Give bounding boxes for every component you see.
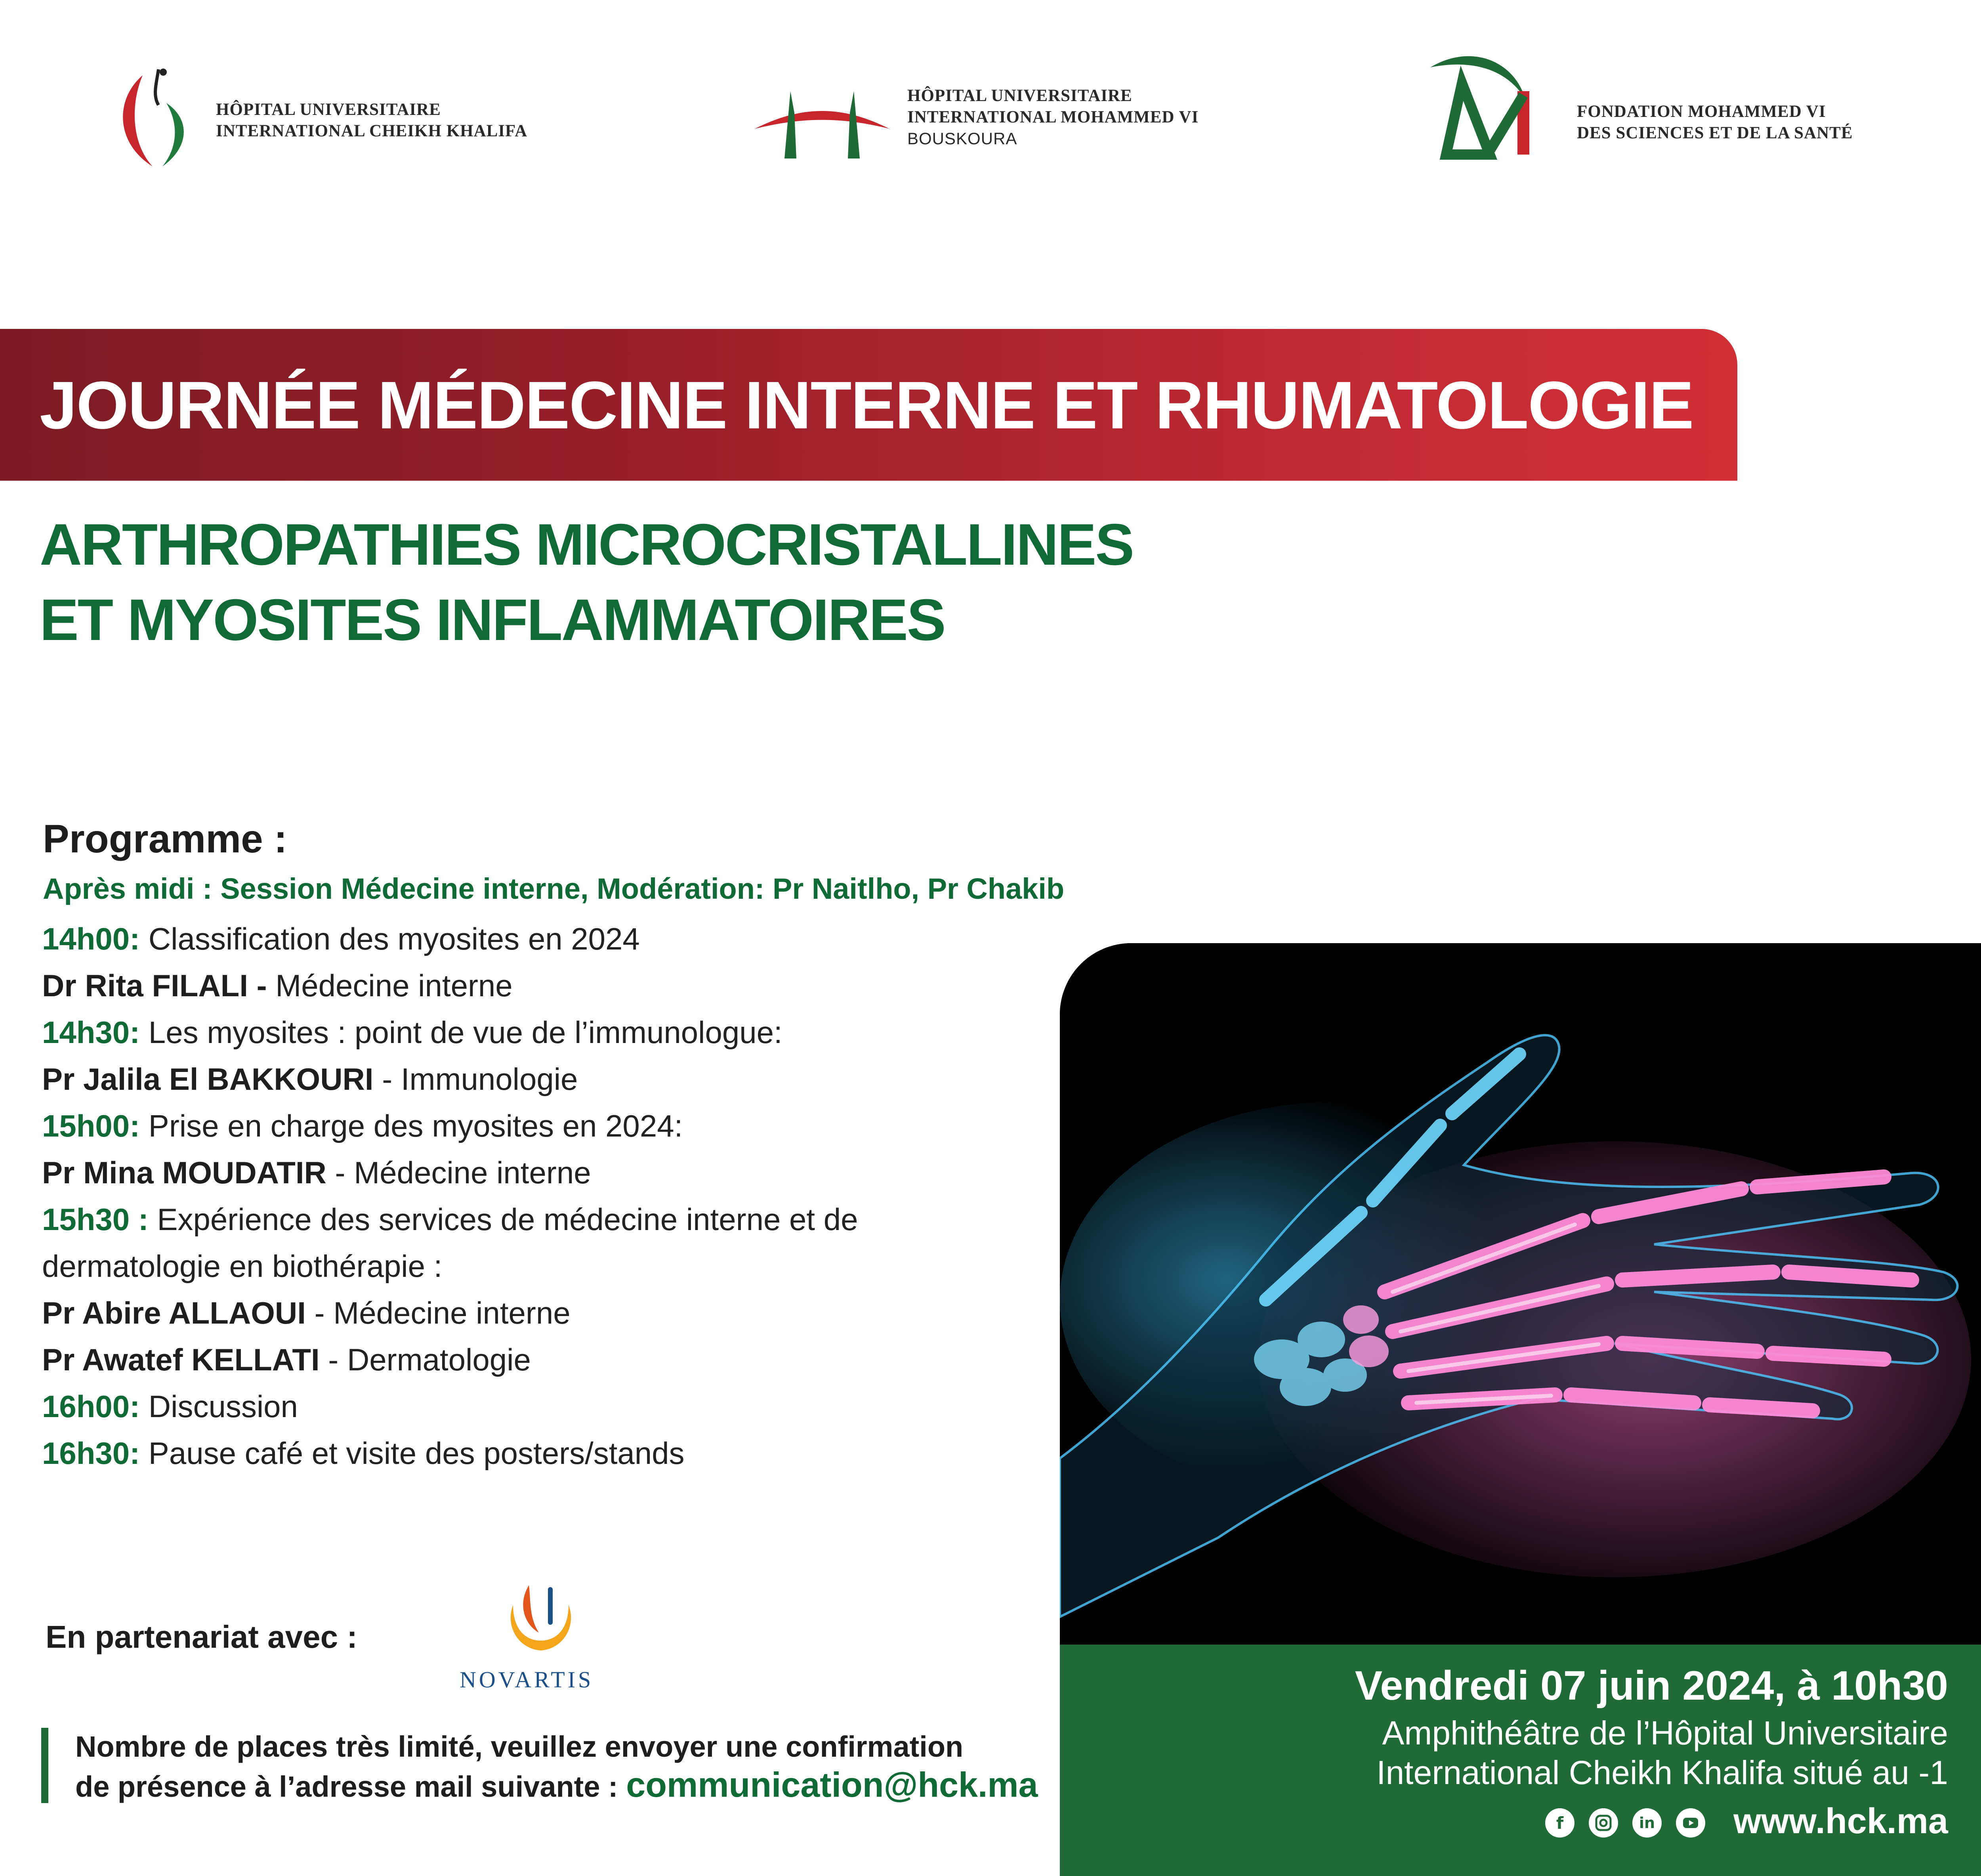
item-time: 15h30 : [42, 1202, 149, 1237]
hum6-line1: HÔPITAL UNIVERSITAIRE [907, 86, 1132, 105]
event-title: JOURNÉE MÉDECINE INTERNE ET RHUMATOLOGIE [40, 368, 1693, 443]
item-time: 16h30: [42, 1436, 140, 1471]
fm6-line2: DES SCIENCES ET DE LA SANTÉ [1577, 124, 1853, 142]
programme-item [42, 1430, 1032, 1477]
partner-label: En partenariat avec : [46, 1619, 357, 1654]
fm6-logo-text [1577, 101, 1853, 144]
website-link[interactable]: www.hck.ma [1733, 1801, 1948, 1841]
hum6-logo-text [907, 85, 1199, 149]
youtube-glyph [1682, 1814, 1699, 1832]
subtitle-line1: ARTHROPATHIES MICROCRISTALLINES [40, 512, 1134, 577]
xray-hand-illustration [1060, 943, 1981, 1645]
programme-item [42, 1383, 1032, 1430]
item-text: Classification des myosites en 2024 [140, 921, 640, 956]
novartis-logo-mark [501, 1581, 580, 1660]
speaker-role: - Médecine interne [305, 1295, 571, 1330]
programme-speaker [42, 1056, 1032, 1102]
registration-notice [75, 1728, 1038, 1806]
notice-accent-bar [41, 1728, 48, 1803]
subtitle-line2: ET MYOSITES INFLAMMATOIRES [40, 587, 945, 653]
speaker-role: - Médecine interne [326, 1155, 591, 1190]
speaker-name: Pr Abire ALLAOUI [42, 1295, 306, 1330]
session-title: Après midi : Session Médecine interne, Modération: Pr Naitlho, Pr Chakib [43, 872, 1065, 905]
programme-item-continued [42, 1243, 1032, 1290]
hum6-line3: BOUSKOURA [907, 129, 1017, 148]
item-time: 16h00: [42, 1389, 140, 1424]
hum6-logo-mark [755, 89, 889, 160]
speaker-name: Dr Rita FILALI - [42, 968, 267, 1003]
notice-line2 [75, 1766, 1038, 1806]
programme-list [42, 915, 1032, 1477]
item-text: Pause café et visite des posters/stands [140, 1436, 685, 1471]
hcik-line1: HÔPITAL UNIVERSITAIRE [216, 100, 441, 119]
notice-line1: Nombre de places très limité, veuillez envoyer une confirmation [75, 1730, 964, 1763]
programme-item [42, 915, 1032, 962]
partner-name: NOVARTIS [460, 1667, 594, 1693]
item-time: 15h00: [42, 1108, 140, 1143]
facebook-icon[interactable]: f [1545, 1808, 1574, 1838]
programme-heading: Programme : [43, 817, 287, 861]
item-text: Discussion [140, 1389, 298, 1424]
contact-email[interactable]: communication@hck.ma [626, 1765, 1038, 1804]
linkedin-icon[interactable]: in [1632, 1808, 1662, 1838]
notice-line2-text: de présence à l’adresse mail suivante : [75, 1770, 626, 1803]
item-text: Prise en charge des myosites en 2024: [140, 1108, 683, 1143]
item-time: 14h00: [42, 921, 140, 956]
item-text: Expérience des services de médecine interne et de [148, 1202, 858, 1237]
speaker-role: - Immunologie [373, 1062, 578, 1097]
item-text: dermatologie en biothérapie : [42, 1249, 443, 1284]
event-venue-line1: Amphithéâtre de l’Hôpital Universitaire [1382, 1714, 1948, 1752]
programme-speaker [42, 1336, 1032, 1383]
programme-speaker [42, 1290, 1032, 1336]
speaker-name: Pr Jalila El BAKKOURI [42, 1062, 374, 1097]
speaker-name: Pr Mina MOUDATIR [42, 1155, 326, 1190]
speaker-role: - Dermatologie [319, 1342, 531, 1377]
speaker-role: Médecine interne [267, 968, 513, 1003]
xray-hand-image [1060, 943, 1981, 1645]
instagram-glyph [1595, 1814, 1612, 1832]
event-date: Vendredi 07 juin 2024, à 10h30 [1355, 1663, 1948, 1709]
programme-item [42, 1102, 1032, 1149]
programme-speaker [42, 962, 1032, 1009]
instagram-icon[interactable] [1589, 1808, 1618, 1838]
item-time: 14h30: [42, 1015, 140, 1050]
fm6-logo-mark [1422, 52, 1565, 162]
fm6-line1: FONDATION MOHAMMED VI [1577, 102, 1826, 121]
hcik-logo-text [216, 99, 527, 142]
programme-item [42, 1196, 1032, 1243]
speaker-name: Pr Awatef KELLATI [42, 1342, 320, 1377]
item-text: Les myosites : point de vue de l’immunologue: [140, 1015, 782, 1050]
programme-speaker [42, 1149, 1032, 1196]
youtube-icon[interactable] [1676, 1808, 1705, 1838]
hcik-logo-mark [115, 67, 194, 170]
hcik-line2: INTERNATIONAL CHEIKH KHALIFA [216, 122, 528, 140]
programme-item [42, 1009, 1032, 1056]
hum6-line2: INTERNATIONAL MOHAMMED VI [907, 108, 1199, 126]
event-venue-line2: International Cheikh Khalifa situé au -1 [1376, 1754, 1948, 1791]
